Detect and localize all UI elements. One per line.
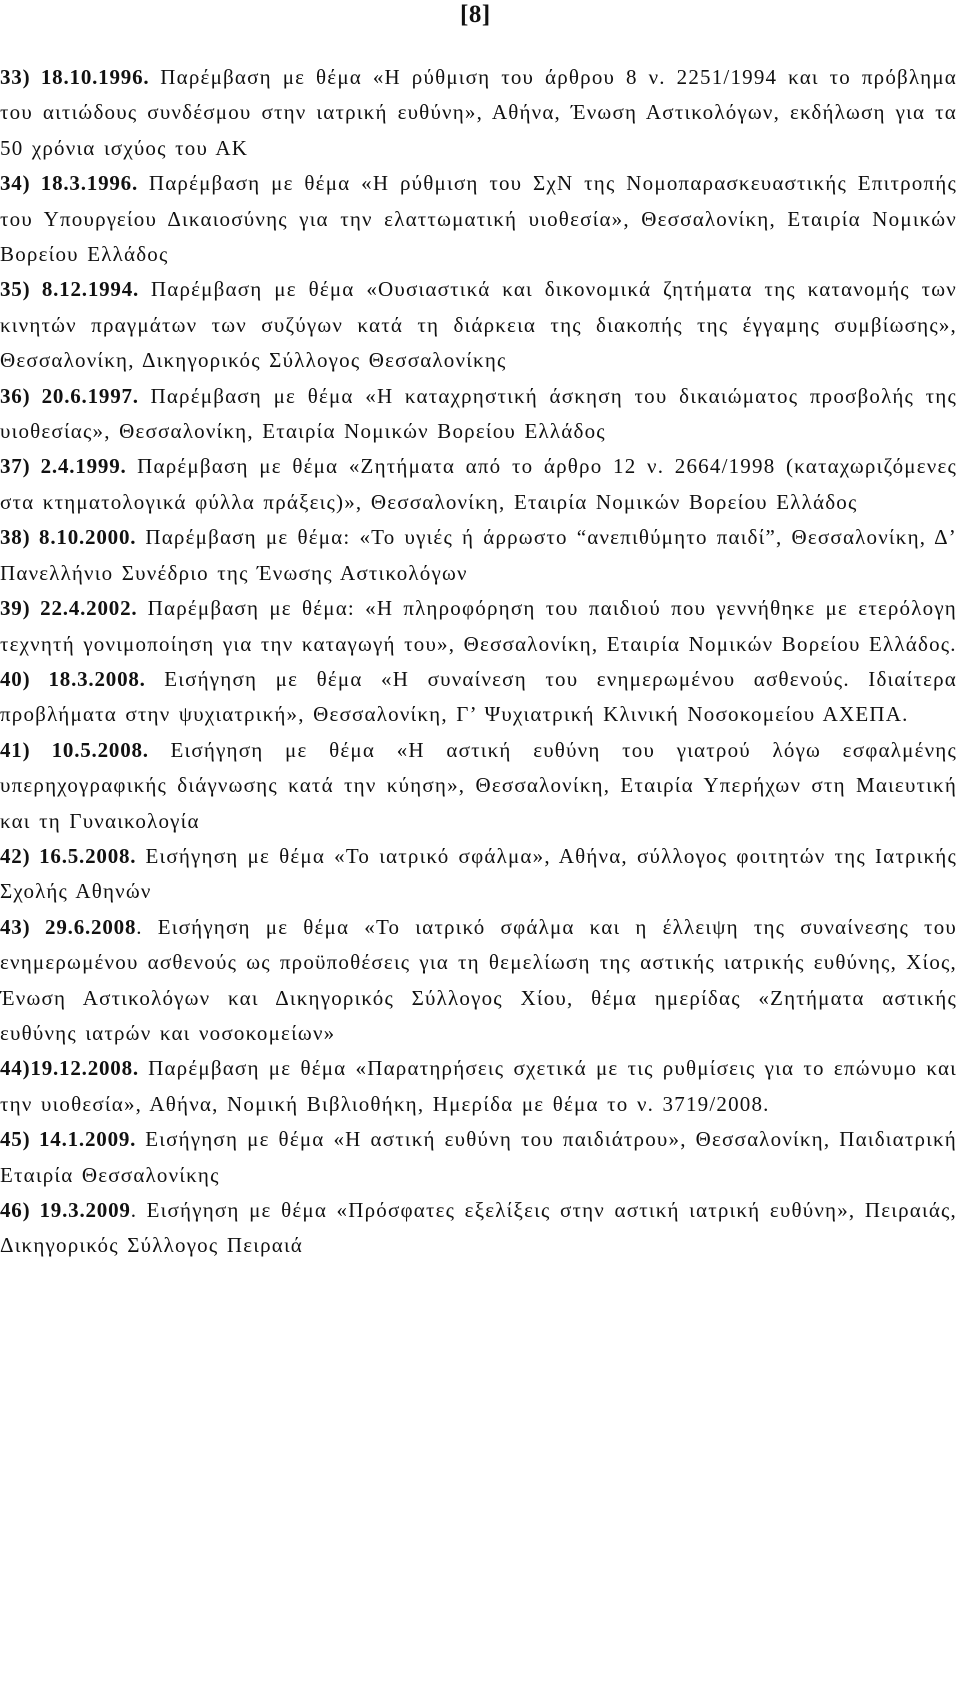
list-item [0,733,957,839]
entry-text: Παρέμβαση με θέμα «Παρατηρήσεις σχετικά με τις ρυθμίσεις για το επώνυμο και την υιοθεσία», Αθήνα, Νομική Βιβλιοθήκη, Ημερίδα με θέμα το ν. 3719/2008. [0,1056,957,1116]
entry-text: Εισήγηση με θέμα «Το ιατρικό σφάλμα», Αθήνα, σύλλογος φοιτητών της Ιατρικής Σχολής Αθηνών [0,843,957,904]
list-item [0,910,957,1052]
entry-date: 38) 8.10.2000. [0,525,137,550]
entry-date: 43) 29.6.2008 [0,914,137,939]
entry-text: Εισήγηση με θέμα «Η συναίνεση του ενημερωμένου ασθενούς. Ιδιαίτερα προβλήματα στην ψυχιατρική», Θεσσαλονίκη, Γ’ Ψυχιατρική Κλινική Νοσοκομείου ΑΧΕΠΑ. [0,666,957,727]
list-item [0,60,957,166]
entry-date: 37) 2.4.1999. [0,454,127,479]
entry-text: Παρέμβαση με θέμα «Ουσιαστικά και δικονομικά ζητήματα της κατανομής των κινητών πραγμάτων των συζύγων κατά τη διάρκεια της διακοπής της έγγαμης συμβίωσης», Θεσσαλονίκη, Δικηγορικός Σύλλογος Θεσσαλονίκης [0,277,957,373]
entry-date: 39) 22.4.2002. [0,596,138,621]
entry-date: 34) 18.3.1996. [0,171,139,196]
list-item [0,166,957,272]
list-item [0,1193,957,1264]
entry-text: Παρέμβαση με θέμα «Η ρύθμιση του ΣχΝ της Νομοπαρασκευαστικής Επιτροπής του Υπουργείου Δικαιοσύνης για την ελαττωματική υιοθεσία», Θεσσαλονίκη, Εταιρία Νομικών Βορείου Ελλάδος [0,171,957,267]
entry-text: Παρέμβαση με θέμα: «Η πληροφόρηση του παιδιού που γεννήθηκε με ετερόλογη τεχνητή γονιμοποίηση για την καταγωγή του», Θεσσαλονίκη, Εταιρία Νομικών Βορείου Ελλάδος. [0,596,957,656]
entry-text: . Εισήγηση με θέμα «Πρόσφατες εξελίξεις στην αστική ιατρική ευθύνη», Πειραιάς, Δικηγορικός Σύλλογος Πειραιά [0,1198,957,1258]
entry-date: 46) 19.3.2009 [0,1198,131,1222]
entry-text: Παρέμβαση με θέμα: «Το υγιές ή άρρωστο “ανεπιθύμητο παιδί”, Θεσσαλονίκη, Δ’ Πανελλήνιο Συνέδριο της Ένωσης Αστικολόγων [0,525,957,585]
entry-list [0,60,957,1264]
list-item [0,520,957,591]
entry-date: 33) 18.10.1996. [0,65,150,89]
entry-date: 35) 8.12.1994. [0,277,140,302]
entry-date: 42) 16.5.2008. [0,843,137,868]
list-item [0,591,957,662]
entry-text: Παρέμβαση με θέμα «Η καταχρηστική άσκηση του δικαιώματος προσβολής της υιοθεσίας», Θεσσαλονίκη, Εταιρία Νομικών Βορείου Ελλάδος [0,383,957,444]
list-item [0,449,957,520]
entry-date: 45) 14.1.2009. [0,1127,137,1152]
list-item [0,272,957,378]
entry-text: Εισήγηση με θέμα «Η αστική ευθύνη του γιατρού λόγω εσφαλμένης υπερηχογραφικής διάγνωσης κατά την κύηση», Θεσσαλονίκη, Εταιρία Υπερήχων στη Μαιευτική και τη Γυναικολογία [0,737,957,833]
entry-date: 36) 20.6.1997. [0,383,139,408]
entry-date: 41) 10.5.2008. [0,737,149,762]
page-number: [8] [460,1,491,28]
list-item [0,662,957,733]
entry-text: Παρέμβαση με θέμα «Ζητήματα από το άρθρο 12 ν. 2664/1998 (καταχωριζόμενες στα κτηματολογικά φύλλα πράξεις)», Θεσσαλονίκη, Εταιρία Νομικών Βορείου Ελλάδος [0,454,957,514]
list-item [0,839,957,910]
list-item [0,1051,957,1122]
list-item [0,1122,957,1193]
entry-date: 40) 18.3.2008. [0,666,146,691]
entry-text: Εισήγηση με θέμα «Η αστική ευθύνη του παιδιάτρου», Θεσσαλονίκη, Παιδιατρική Εταιρία Θεσσαλονίκης [0,1127,957,1187]
entry-text: Παρέμβαση με θέμα «Η ρύθμιση του άρθρου 8 ν. 2251/1994 και το πρόβλημα του αιτιώδους συνδέσμου στην ιατρική ευθύνη», Αθήνα, Ένωση Αστικολόγων, εκδήλωση για τα 50 χρόνια ισχύος του ΑΚ [0,65,957,160]
entry-date: 44)19.12.2008. [0,1056,139,1081]
entry-text: . Εισήγηση με θέμα «Το ιατρικό σφάλμα και η έλλειψη της συναίνεσης του ενημερωμένου ασθενούς ως προϋποθέσεις για τη θεμελίωση της αστικής ιατρικής ευθύνης, Χίος, Ένωση Αστικολόγων και Δικηγορικός Σύλλογος Χίου, θέμα ημερίδας «Ζητήματα αστικής ευθύνης ιατρών και νοσοκομείων» [0,914,957,1045]
list-item [0,379,957,450]
